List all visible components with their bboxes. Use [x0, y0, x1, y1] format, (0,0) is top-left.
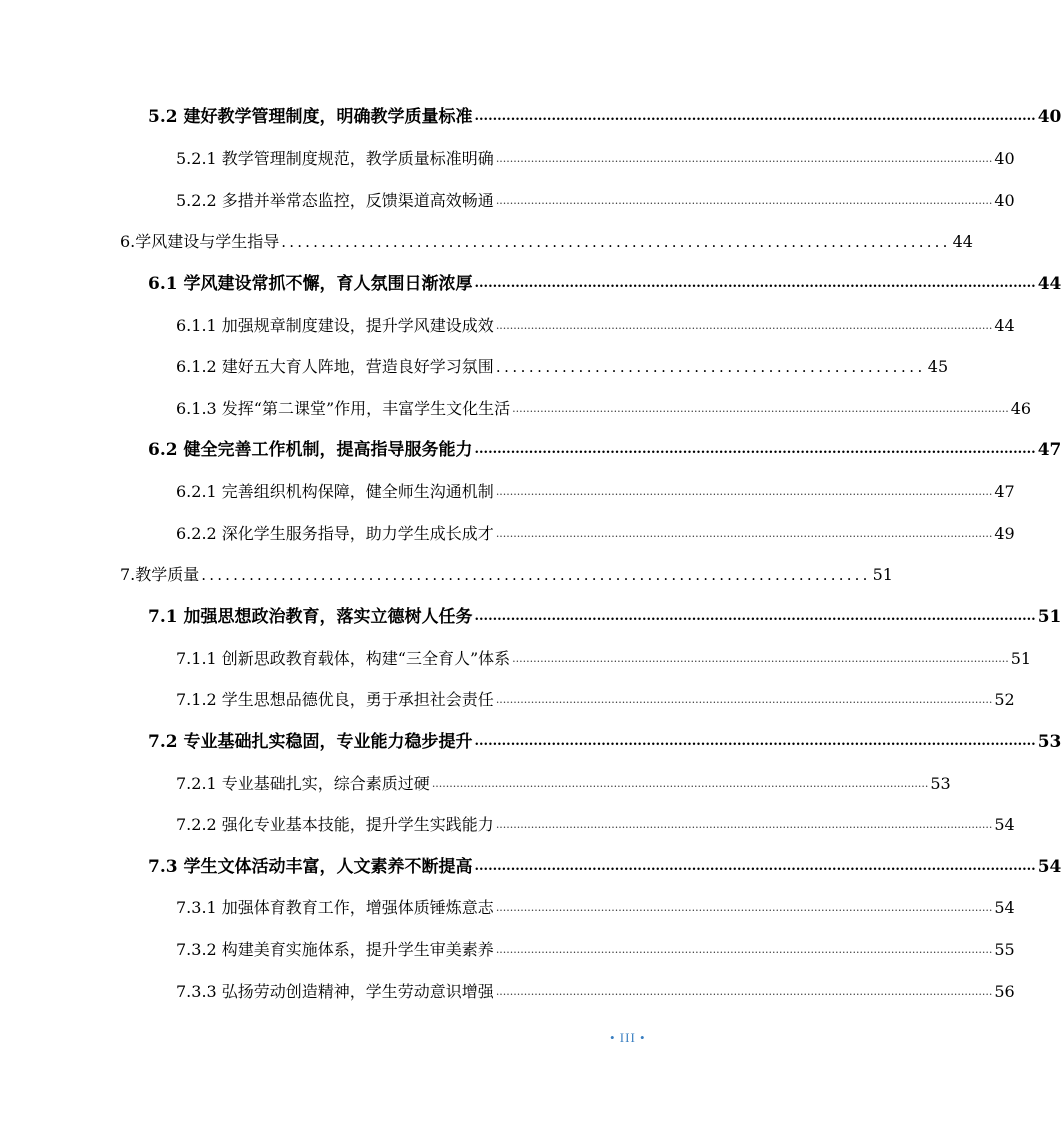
toc-entry-label: 7.教学质量: [120, 565, 200, 584]
toc-page-number: 44: [994, 316, 1015, 335]
toc-leader-dots: ..............................................................................................................................................: [431, 777, 929, 790]
toc-leader-dots: ............................................................................................................................: [474, 859, 1036, 874]
toc-page-number: 51: [872, 565, 893, 584]
toc-entry-7-1-2[interactable]: [176, 687, 1015, 713]
toc-entry-label: 6.1.1 加强规章制度建设，提升学风建设成效: [176, 316, 494, 335]
toc-page-number: 45: [927, 357, 949, 376]
toc-leader-dots: ............................................................................................................................: [474, 442, 1036, 457]
toc-entry-7-1-1[interactable]: [176, 646, 1032, 672]
toc-entry-6-1-3[interactable]: [176, 396, 1032, 422]
toc-leader-dots: ..............................................................................................................................................: [495, 901, 993, 914]
toc-entry-label: 7.3.1 加强体育教育工作，增强体质锤炼意志: [176, 898, 494, 917]
toc-entry-7-1[interactable]: [148, 604, 1061, 630]
toc-entry-7-3-3[interactable]: [176, 979, 1015, 1005]
toc-entry-7-3-2[interactable]: [176, 937, 1015, 963]
toc-entry-5-2-1[interactable]: [176, 146, 1015, 172]
toc-leader-dots: ....................................................................................: [201, 566, 871, 584]
toc-page-number: 54: [994, 815, 1015, 834]
toc-entry-label: 6.学风建设与学生指导: [120, 232, 280, 251]
toc-entry-label: 6.2 健全完善工作机制，提高指导服务能力: [148, 440, 473, 460]
toc-entry-7-3[interactable]: [148, 854, 1061, 880]
toc-entry-5-2[interactable]: [148, 104, 1061, 130]
toc-entry-label: 5.2 建好教学管理制度，明确教学质量标准: [148, 107, 473, 127]
toc-page-number: 40: [994, 149, 1015, 168]
toc-entry-label: 7.1 加强思想政治教育，落实立德树人任务: [148, 607, 473, 627]
toc-leader-dots: ..............................................................................................................................................: [495, 527, 993, 540]
toc-page-number: 54: [994, 898, 1015, 917]
toc-entry-label: 6.2.2 深化学生服务指导，助力学生成长成才: [176, 524, 494, 543]
toc-entry-label: 6.1 学风建设常抓不懈，育人氛围日渐浓厚: [148, 274, 473, 294]
page-number: • III •: [610, 1030, 646, 1045]
toc-leader-dots: ............................................................................................................................: [474, 734, 1036, 749]
toc-entry-6-2-2[interactable]: [176, 521, 1015, 547]
toc-entry-label: 7.2 专业基础扎实稳固，专业能力稳步提升: [148, 732, 473, 752]
toc-entry-6-1-2[interactable]: [176, 354, 949, 380]
toc-leader-dots: ..............................................................................................................................................: [495, 319, 993, 332]
toc-entry-label: 7.3 学生文体活动丰富，人文素养不断提高: [148, 857, 473, 877]
toc-leader-dots: ............................................................................................................................: [474, 609, 1036, 624]
toc-entry-label: 5.2.1 教学管理制度规范，教学质量标准明确: [176, 149, 494, 168]
toc-leader-dots: ..............................................................................................................................................: [495, 152, 993, 165]
toc-entry-label: 5.2.2 多措并举常态监控，反馈渠道高效畅通: [176, 191, 494, 210]
toc-page-number: 44: [952, 232, 973, 251]
toc-entry-label: 6.2.1 完善组织机构保障，健全师生沟通机制: [176, 482, 494, 501]
toc-entry-label: 6.1.3 发挥“第二课堂”作用，丰富学生文化生活: [176, 399, 511, 418]
toc-entry-label: 7.3.2 构建美育实施体系，提升学生审美素养: [176, 940, 494, 959]
toc-entry-7-2[interactable]: [148, 729, 1061, 755]
toc-entry-label: 7.1.2 学生思想品德优良，勇于承担社会责任: [176, 690, 494, 709]
toc-page-number: 52: [994, 690, 1015, 709]
toc-page-number: 53: [1037, 732, 1061, 752]
toc-page-number: 44: [1037, 274, 1061, 294]
toc-leader-dots: ..............................................................................................................................................: [512, 402, 1009, 415]
toc-leader-dots: ....................................................................................: [281, 233, 951, 251]
toc-page-number: 46: [1010, 399, 1032, 418]
toc-entry-5-2-2[interactable]: [176, 188, 1015, 214]
toc-leader-dots: ..............................................................................................................................................: [495, 693, 993, 706]
toc-page-number: 56: [994, 982, 1015, 1001]
toc-entry-6-2-1[interactable]: [176, 479, 1015, 505]
toc-entry-6[interactable]: [120, 229, 973, 255]
toc-entry-label: 7.2.2 强化专业基本技能，提升学生实践能力: [176, 815, 494, 834]
toc-entry-6-2[interactable]: [148, 437, 1061, 463]
toc-entry-7-2-1[interactable]: [176, 771, 951, 797]
toc-page-number: 53: [930, 774, 951, 793]
toc-entry-6-1[interactable]: [148, 271, 1061, 297]
toc-leader-dots: ..............................................................................................................................................: [495, 818, 993, 831]
toc-leader-dots: ..............................................................................................................................................: [512, 652, 1009, 665]
toc-entry-label: 7.1.1 创新思政教育载体，构建“三全育人”体系: [176, 649, 511, 668]
toc-entry-label: 7.2.1 专业基础扎实，综合素质过硬: [176, 774, 430, 793]
toc-page-number: 49: [994, 524, 1015, 543]
toc-leader-dots: ..............................................................................................................................................: [495, 194, 993, 207]
toc-leader-dots: ............................................................................................................................: [474, 109, 1036, 124]
toc-page-number: 54: [1037, 857, 1061, 877]
toc-page-number: 40: [994, 191, 1015, 210]
toc-entry-7-2-2[interactable]: [176, 812, 1015, 838]
toc-leader-dots: ............................................................................................................................: [474, 276, 1036, 291]
toc-leader-dots: ..............................................................................................................................................: [495, 985, 993, 998]
toc-entry-7-3-1[interactable]: [176, 895, 1015, 921]
toc-leader-dots: ..............................................................................................................................................: [495, 943, 993, 956]
toc-entry-label: 7.3.3 弘扬劳动创造精神，学生劳动意识增强: [176, 982, 494, 1001]
toc-page-number: 40: [1037, 107, 1061, 127]
toc-leader-dots: ....................................................: [495, 358, 926, 376]
toc-entry-6-1-1[interactable]: [176, 313, 1015, 339]
toc-page-number: 51: [1037, 607, 1061, 627]
toc-page-number: 47: [1037, 440, 1061, 460]
toc-leader-dots: ..............................................................................................................................................: [495, 485, 993, 498]
toc-entry-7[interactable]: [120, 562, 893, 588]
toc-entry-label: 6.1.2 建好五大育人阵地，营造良好学习氛围: [176, 357, 494, 376]
toc-page-number: 55: [994, 940, 1015, 959]
toc-page-number: 51: [1010, 649, 1032, 668]
toc-page-number: 47: [994, 482, 1015, 501]
